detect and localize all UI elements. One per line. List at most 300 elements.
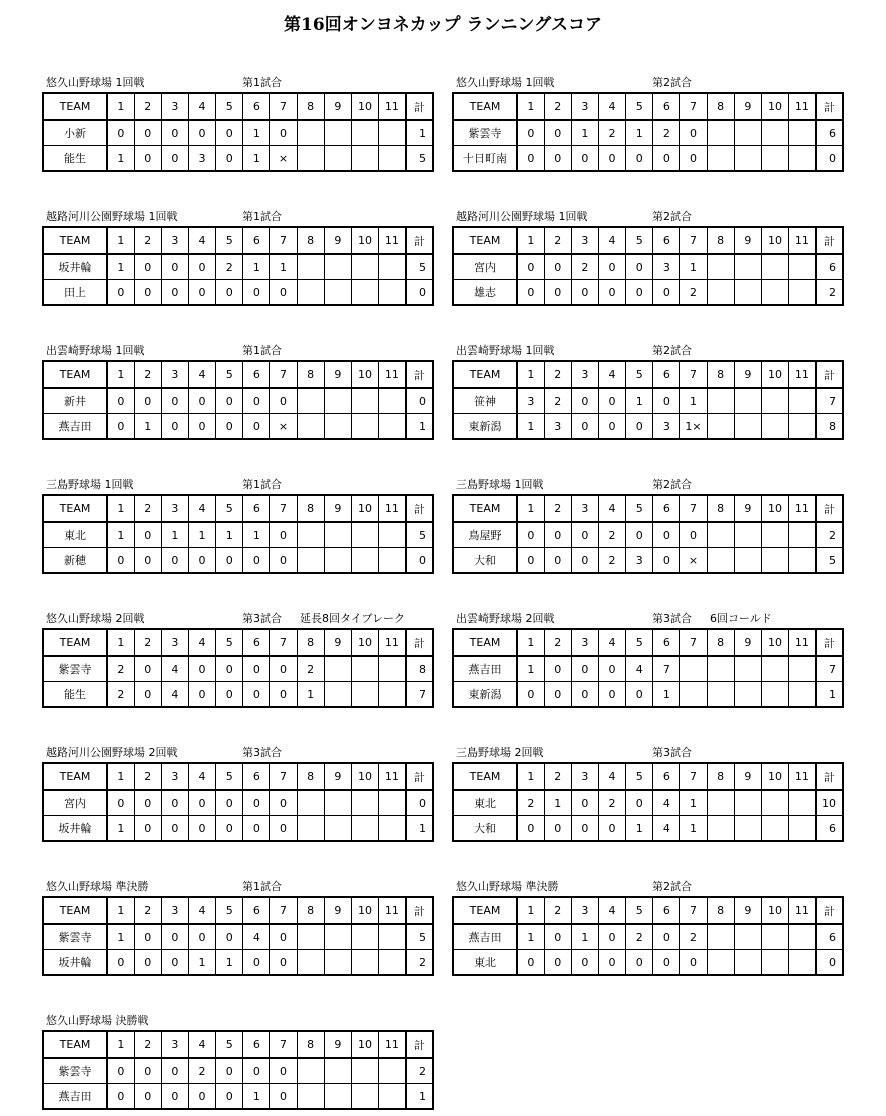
- total-header: 計: [406, 897, 433, 924]
- inning-header: 7: [680, 227, 707, 254]
- scoreboard-table: [452, 628, 844, 708]
- game-venue-round: 悠久山野球場 1回戦: [46, 76, 145, 89]
- game-caption: [452, 742, 844, 762]
- team-row: [453, 146, 843, 172]
- inning-header: 1: [517, 629, 544, 656]
- inning-score: [379, 146, 406, 172]
- inning-score: [680, 656, 707, 682]
- inning-header: 8: [297, 227, 324, 254]
- inning-header: 5: [216, 495, 243, 522]
- inning-header: 11: [789, 763, 816, 790]
- scoreboard-table: [452, 762, 844, 842]
- game-block: [452, 742, 844, 842]
- total-score: 8: [816, 414, 843, 440]
- inning-header: 5: [626, 763, 653, 790]
- team-name: 田上: [43, 280, 107, 306]
- inning-score: [789, 280, 816, 306]
- inning-score: 0: [598, 414, 625, 440]
- inning-score: [379, 254, 406, 280]
- inning-score: 1: [243, 1084, 270, 1110]
- inning-score: 0: [243, 950, 270, 976]
- header-row: [43, 495, 433, 522]
- team-name: 十日町南: [453, 146, 517, 172]
- team-header: TEAM: [453, 763, 517, 790]
- game-venue-round: 三島野球場 1回戦: [46, 478, 134, 491]
- inning-score: [324, 1058, 351, 1084]
- inning-header: 6: [653, 93, 680, 120]
- team-row: [453, 682, 843, 708]
- inning-header: 5: [626, 93, 653, 120]
- team-name: 宮内: [43, 790, 107, 816]
- inning-score: [297, 1058, 324, 1084]
- inning-header: 3: [571, 495, 598, 522]
- team-row: [453, 790, 843, 816]
- inning-score: [379, 924, 406, 950]
- inning-header: 11: [789, 495, 816, 522]
- inning-score: 0: [571, 280, 598, 306]
- inning-score: 0: [270, 280, 297, 306]
- inning-header: 8: [707, 227, 734, 254]
- inning-header: 6: [653, 495, 680, 522]
- inning-score: 0: [517, 146, 544, 172]
- game-match-number: 第1試合: [242, 344, 282, 357]
- total-score: 0: [406, 548, 433, 574]
- inning-header: 2: [134, 227, 161, 254]
- inning-header: 4: [188, 629, 215, 656]
- team-name: 雄志: [453, 280, 517, 306]
- inning-score: 0: [134, 388, 161, 414]
- inning-score: 1: [216, 522, 243, 548]
- team-row: [43, 656, 433, 682]
- inning-header: 6: [243, 763, 270, 790]
- inning-score: [734, 548, 761, 574]
- inning-header: 11: [379, 361, 406, 388]
- inning-header: 3: [161, 93, 188, 120]
- total-score: 1: [406, 120, 433, 146]
- game-venue-round: 悠久山野球場 2回戦: [46, 612, 145, 625]
- inning-score: [379, 414, 406, 440]
- inning-score: 0: [680, 146, 707, 172]
- inning-score: [761, 682, 788, 708]
- inning-score: [707, 146, 734, 172]
- inning-score: [789, 254, 816, 280]
- inning-header: 8: [707, 897, 734, 924]
- game-venue-round: 出雲崎野球場 1回戦: [46, 344, 145, 357]
- inning-score: [297, 280, 324, 306]
- inning-score: 2: [626, 924, 653, 950]
- inning-header: 1: [107, 897, 134, 924]
- inning-header: 6: [243, 495, 270, 522]
- total-score: 2: [406, 950, 433, 976]
- inning-header: 5: [626, 495, 653, 522]
- scoreboard-table: [452, 92, 844, 172]
- inning-score: 1: [134, 414, 161, 440]
- game-block: [42, 72, 434, 172]
- inning-header: 9: [324, 629, 351, 656]
- team-name: 紫雲寺: [43, 924, 107, 950]
- team-row: [453, 924, 843, 950]
- inning-score: [789, 816, 816, 842]
- inning-score: 0: [161, 816, 188, 842]
- inning-header: 1: [517, 93, 544, 120]
- team-name: 能生: [43, 146, 107, 172]
- inning-score: 0: [544, 950, 571, 976]
- inning-score: 2: [598, 522, 625, 548]
- inning-score: 0: [134, 816, 161, 842]
- inning-header: 7: [270, 897, 297, 924]
- game-caption: [42, 1010, 434, 1030]
- inning-score: 0: [216, 388, 243, 414]
- game-block: [42, 876, 434, 976]
- inning-score: [707, 522, 734, 548]
- inning-score: [324, 790, 351, 816]
- team-name: 大和: [453, 548, 517, 574]
- game-venue-round: 悠久山野球場 決勝戦: [46, 1014, 149, 1027]
- inning-header: 6: [243, 361, 270, 388]
- inning-score: 0: [134, 146, 161, 172]
- inning-score: [707, 388, 734, 414]
- inning-score: 4: [161, 656, 188, 682]
- total-score: 0: [406, 790, 433, 816]
- inning-score: [297, 388, 324, 414]
- inning-score: 0: [161, 790, 188, 816]
- team-name: 鳥屋野: [453, 522, 517, 548]
- inning-score: 2: [188, 1058, 215, 1084]
- team-name: 東北: [453, 950, 517, 976]
- inning-score: 0: [188, 120, 215, 146]
- inning-score: 0: [680, 950, 707, 976]
- team-header: TEAM: [453, 495, 517, 522]
- team-name: 燕吉田: [453, 924, 517, 950]
- team-row: [453, 388, 843, 414]
- inning-score: [734, 120, 761, 146]
- inning-score: 0: [626, 950, 653, 976]
- game-match-number: 第3試合: [242, 612, 282, 625]
- inning-header: 11: [379, 495, 406, 522]
- total-score: 6: [816, 924, 843, 950]
- inning-header: 8: [707, 93, 734, 120]
- inning-score: 2: [544, 388, 571, 414]
- inning-score: 0: [243, 548, 270, 574]
- inning-score: ×: [270, 414, 297, 440]
- inning-header: 9: [324, 495, 351, 522]
- total-score: 7: [816, 656, 843, 682]
- scoreboard-table: [42, 92, 434, 172]
- inning-score: 0: [188, 924, 215, 950]
- inning-score: 2: [297, 656, 324, 682]
- team-header: TEAM: [453, 93, 517, 120]
- total-header: 計: [406, 1031, 433, 1058]
- game-note: 6回コールド: [710, 612, 772, 625]
- game-caption: [42, 608, 434, 628]
- team-row: [43, 120, 433, 146]
- game-venue-round: 三島野球場 1回戦: [456, 478, 544, 491]
- team-header: TEAM: [43, 763, 107, 790]
- inning-header: 7: [270, 763, 297, 790]
- inning-score: 0: [134, 950, 161, 976]
- inning-header: 11: [789, 227, 816, 254]
- inning-header: 4: [188, 897, 215, 924]
- inning-score: [297, 120, 324, 146]
- inning-score: [789, 682, 816, 708]
- game-venue-round: 越路河川公園野球場 1回戦: [46, 210, 178, 223]
- inning-score: [734, 414, 761, 440]
- game-block: [452, 608, 844, 708]
- inning-score: 0: [626, 414, 653, 440]
- inning-score: 0: [243, 682, 270, 708]
- inning-score: [707, 790, 734, 816]
- inning-score: 0: [544, 656, 571, 682]
- inning-score: 0: [544, 548, 571, 574]
- inning-header: 10: [351, 763, 378, 790]
- team-header: TEAM: [43, 361, 107, 388]
- team-row: [43, 790, 433, 816]
- inning-score: [379, 682, 406, 708]
- team-header: TEAM: [453, 629, 517, 656]
- inning-score: 0: [598, 816, 625, 842]
- game-match-number: 第1試合: [242, 478, 282, 491]
- inning-header: 8: [297, 361, 324, 388]
- inning-score: [297, 146, 324, 172]
- inning-score: [351, 682, 378, 708]
- scoreboard-table: [42, 762, 434, 842]
- inning-score: [379, 1058, 406, 1084]
- inning-score: 0: [598, 280, 625, 306]
- inning-score: [324, 548, 351, 574]
- game-caption: [452, 608, 844, 628]
- inning-score: 0: [680, 522, 707, 548]
- inning-header: 11: [379, 897, 406, 924]
- inning-header: 11: [789, 93, 816, 120]
- inning-header: 9: [324, 897, 351, 924]
- inning-header: 1: [517, 227, 544, 254]
- inning-header: 4: [598, 495, 625, 522]
- inning-score: [297, 522, 324, 548]
- inning-header: 4: [598, 361, 625, 388]
- inning-score: 0: [653, 548, 680, 574]
- inning-score: 0: [544, 816, 571, 842]
- total-score: 2: [816, 280, 843, 306]
- inning-header: 7: [680, 763, 707, 790]
- inning-score: 0: [598, 924, 625, 950]
- inning-score: 1: [107, 522, 134, 548]
- inning-score: 0: [270, 682, 297, 708]
- inning-header: 6: [243, 897, 270, 924]
- inning-score: [351, 388, 378, 414]
- inning-header: 5: [626, 629, 653, 656]
- inning-score: [324, 522, 351, 548]
- inning-score: 0: [270, 816, 297, 842]
- inning-score: 0: [598, 656, 625, 682]
- inning-score: [707, 120, 734, 146]
- inning-score: 0: [216, 548, 243, 574]
- game-match-number: 第2試合: [652, 478, 692, 491]
- inning-score: 1: [680, 388, 707, 414]
- inning-score: 3: [653, 414, 680, 440]
- inning-score: 2: [517, 790, 544, 816]
- inning-score: 1: [243, 146, 270, 172]
- inning-header: 5: [626, 227, 653, 254]
- inning-header: 10: [761, 629, 788, 656]
- team-name: 東新潟: [453, 682, 517, 708]
- inning-score: 1: [107, 254, 134, 280]
- inning-score: 0: [188, 254, 215, 280]
- inning-score: 0: [134, 522, 161, 548]
- inning-header: 4: [598, 763, 625, 790]
- scoreboard-table: [42, 628, 434, 708]
- inning-score: [789, 924, 816, 950]
- inning-score: 0: [270, 924, 297, 950]
- header-row: [453, 93, 843, 120]
- inning-header: 4: [188, 361, 215, 388]
- inning-score: [707, 548, 734, 574]
- total-header: 計: [816, 629, 843, 656]
- inning-header: 2: [134, 897, 161, 924]
- inning-score: 0: [134, 254, 161, 280]
- inning-score: 0: [134, 682, 161, 708]
- inning-score: [761, 414, 788, 440]
- scoreboard-table: [42, 896, 434, 976]
- inning-score: [761, 548, 788, 574]
- inning-score: 0: [571, 522, 598, 548]
- inning-score: [789, 388, 816, 414]
- inning-header: 2: [544, 361, 571, 388]
- inning-score: 0: [243, 280, 270, 306]
- team-name: 大和: [453, 816, 517, 842]
- game-block: [452, 876, 844, 976]
- inning-score: 0: [571, 950, 598, 976]
- team-row: [43, 146, 433, 172]
- inning-score: 0: [517, 280, 544, 306]
- inning-score: 0: [216, 790, 243, 816]
- inning-score: 1: [107, 924, 134, 950]
- inning-score: 0: [626, 146, 653, 172]
- inning-header: 3: [161, 227, 188, 254]
- inning-score: 0: [571, 388, 598, 414]
- inning-header: 7: [270, 93, 297, 120]
- inning-score: 0: [626, 790, 653, 816]
- header-row: [453, 227, 843, 254]
- inning-score: [734, 388, 761, 414]
- inning-score: 0: [107, 388, 134, 414]
- inning-header: 2: [544, 897, 571, 924]
- inning-header: 5: [626, 361, 653, 388]
- inning-score: 0: [598, 950, 625, 976]
- inning-score: 1: [297, 682, 324, 708]
- inning-score: [707, 254, 734, 280]
- team-name: 東北: [43, 522, 107, 548]
- inning-score: [297, 924, 324, 950]
- game-caption: [42, 876, 434, 896]
- header-row: [43, 629, 433, 656]
- total-score: 0: [406, 388, 433, 414]
- inning-score: 0: [544, 254, 571, 280]
- inning-score: 0: [270, 522, 297, 548]
- team-name: 小新: [43, 120, 107, 146]
- inning-score: [297, 790, 324, 816]
- team-row: [453, 548, 843, 574]
- inning-header: 1: [107, 763, 134, 790]
- team-row: [43, 950, 433, 976]
- inning-score: 0: [270, 388, 297, 414]
- total-score: 8: [406, 656, 433, 682]
- total-score: 1: [406, 414, 433, 440]
- inning-header: 3: [161, 495, 188, 522]
- inning-score: [761, 816, 788, 842]
- header-row: [43, 897, 433, 924]
- total-score: 2: [816, 522, 843, 548]
- team-name: 坂井輪: [43, 816, 107, 842]
- inning-score: 2: [598, 790, 625, 816]
- inning-score: 0: [216, 414, 243, 440]
- inning-header: 1: [517, 361, 544, 388]
- inning-score: [351, 146, 378, 172]
- inning-score: [351, 522, 378, 548]
- total-score: 10: [816, 790, 843, 816]
- inning-score: 3: [653, 254, 680, 280]
- inning-header: 8: [297, 763, 324, 790]
- inning-score: [761, 254, 788, 280]
- team-name: 燕吉田: [453, 656, 517, 682]
- inning-header: 5: [216, 763, 243, 790]
- inning-header: 6: [653, 227, 680, 254]
- inning-header: 2: [134, 93, 161, 120]
- inning-score: 4: [243, 924, 270, 950]
- inning-score: [351, 548, 378, 574]
- total-score: 1: [816, 682, 843, 708]
- inning-score: [734, 280, 761, 306]
- inning-score: [351, 280, 378, 306]
- inning-score: 3: [517, 388, 544, 414]
- inning-score: [351, 1084, 378, 1110]
- inning-header: 10: [351, 1031, 378, 1058]
- inning-header: 3: [161, 763, 188, 790]
- inning-score: [761, 146, 788, 172]
- team-row: [43, 388, 433, 414]
- team-row: [43, 816, 433, 842]
- inning-score: 0: [680, 120, 707, 146]
- inning-score: 0: [243, 816, 270, 842]
- team-row: [43, 1058, 433, 1084]
- inning-header: 3: [571, 763, 598, 790]
- inning-score: 3: [626, 548, 653, 574]
- scoreboard-table: [42, 1030, 434, 1110]
- game-venue-round: 出雲崎野球場 1回戦: [456, 344, 555, 357]
- inning-header: 4: [188, 495, 215, 522]
- inning-score: 1: [517, 924, 544, 950]
- inning-score: 0: [517, 254, 544, 280]
- inning-score: 0: [270, 790, 297, 816]
- total-header: 計: [816, 495, 843, 522]
- inning-score: 0: [107, 280, 134, 306]
- inning-score: [761, 790, 788, 816]
- inning-header: 1: [107, 1031, 134, 1058]
- inning-header: 7: [680, 93, 707, 120]
- inning-score: [707, 656, 734, 682]
- inning-score: 0: [216, 656, 243, 682]
- header-row: [43, 227, 433, 254]
- team-name: 新穂: [43, 548, 107, 574]
- inning-header: 11: [379, 629, 406, 656]
- inning-score: 7: [653, 656, 680, 682]
- inning-score: [761, 522, 788, 548]
- inning-score: 0: [161, 414, 188, 440]
- team-name: 東新潟: [453, 414, 517, 440]
- inning-score: 0: [544, 522, 571, 548]
- inning-score: 0: [216, 120, 243, 146]
- inning-header: 8: [297, 1031, 324, 1058]
- game-caption: [452, 72, 844, 92]
